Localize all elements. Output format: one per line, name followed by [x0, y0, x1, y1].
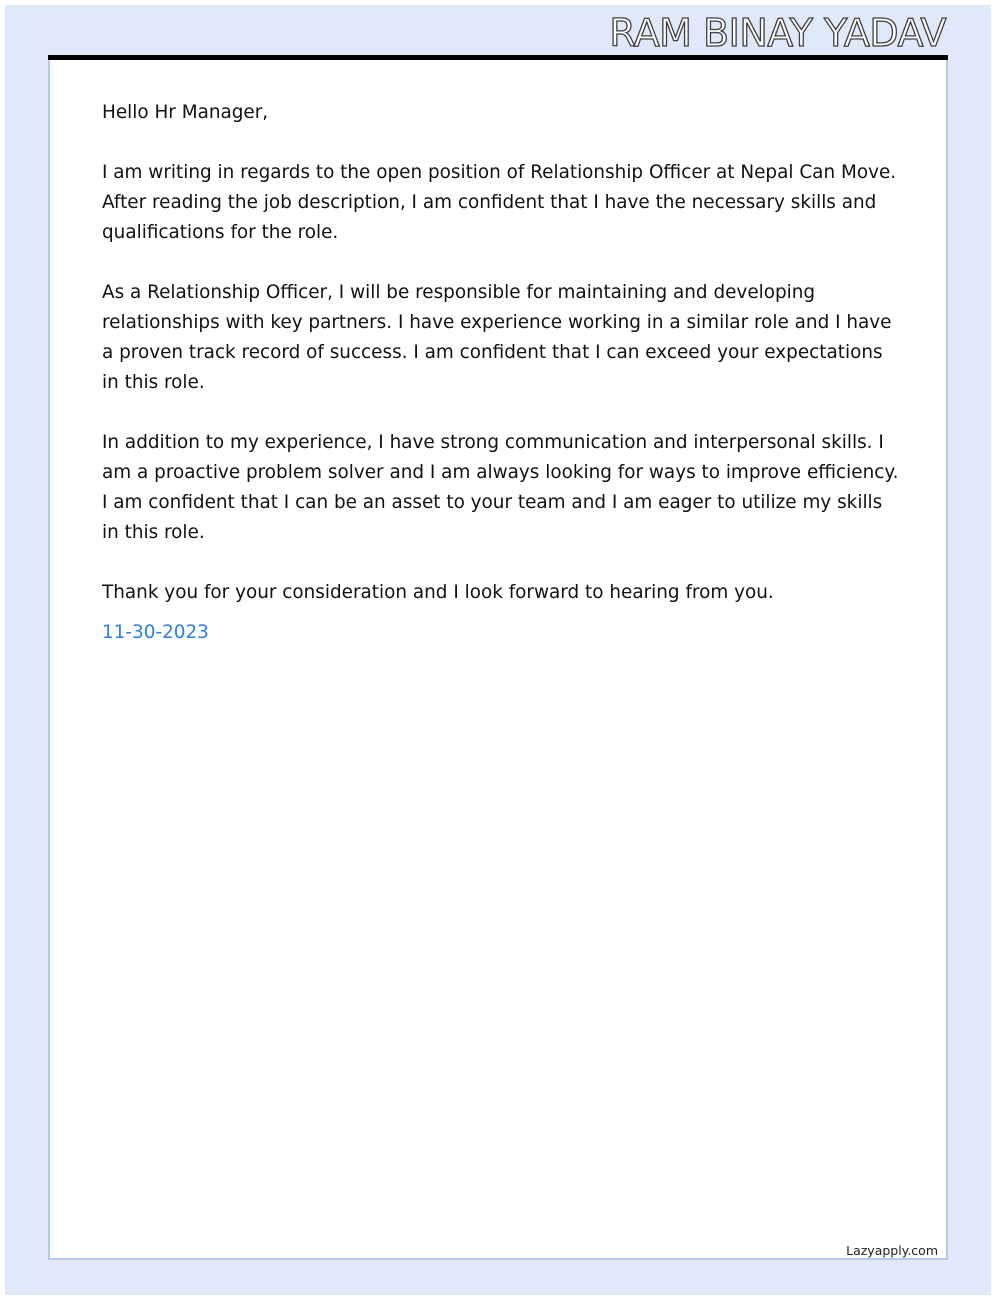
footer-brand: Lazyapply.com: [846, 1243, 938, 1258]
letter-closing: Thank you for your consideration and I look forward to hearing from you.: [102, 582, 774, 603]
letter-page: [48, 60, 948, 1260]
letter-date: 11-30-2023: [102, 622, 209, 643]
letter-paragraph-2: As a Relationship Officer, I will be responsible for maintaining and developing relationships with key partners. I have experience working in a similar role and I have a proven track record of success. I am confident that I can exceed your expectations in this role.: [102, 282, 892, 393]
letter-greeting: Hello Hr Manager,: [102, 102, 269, 123]
applicant-name: RAM BINAY YADAV: [609, 11, 946, 55]
letter-body: [102, 98, 902, 648]
letter-paragraph-1: I am writing in regards to the open position of Relationship Officer at Nepal Can Move. After reading the job description, I am confident that I have the necessary skills and qualifications for the role.: [102, 162, 897, 243]
letter-paragraph-3: In addition to my experience, I have strong communication and interpersonal skills. I am a proactive problem solver and I am always looking for ways to improve efficiency. I am confident that I can be an asset to your team and I am eager to utilize my skills in this role.: [102, 432, 899, 543]
